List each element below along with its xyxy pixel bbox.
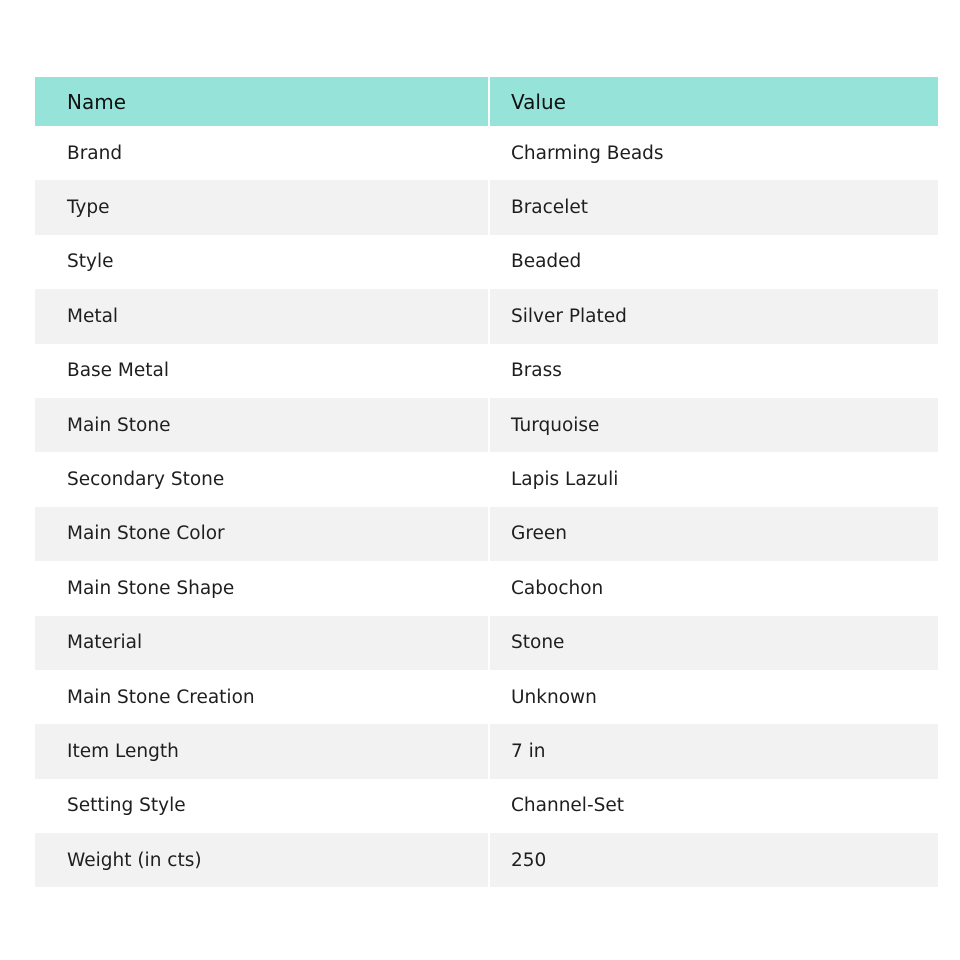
table-header <box>35 77 938 126</box>
row-value-cell: 250 <box>490 833 938 887</box>
table-row <box>35 344 938 398</box>
row-value-cell: Charming Beads <box>490 126 938 180</box>
row-value-cell: Lapis Lazuli <box>490 452 938 506</box>
row-name-cell: Main Stone <box>35 398 490 452</box>
row-name-cell: Secondary Stone <box>35 452 490 506</box>
row-value-cell: Cabochon <box>490 561 938 615</box>
row-value-cell: Stone <box>490 616 938 670</box>
row-name-cell: Setting Style <box>35 779 490 833</box>
row-name-cell: Type <box>35 180 490 234</box>
table-row <box>35 616 938 670</box>
row-name-cell: Main Stone Shape <box>35 561 490 615</box>
row-value-cell: 7 in <box>490 724 938 778</box>
row-name-cell: Material <box>35 616 490 670</box>
header-row <box>35 77 938 126</box>
row-value-cell: Silver Plated <box>490 289 938 343</box>
table-row <box>35 833 938 887</box>
spec-table <box>35 77 938 887</box>
row-value-cell: Green <box>490 507 938 561</box>
row-value-cell: Beaded <box>490 235 938 289</box>
table-row <box>35 180 938 234</box>
table-body <box>35 126 938 887</box>
table-row <box>35 561 938 615</box>
table-row <box>35 507 938 561</box>
table-row <box>35 126 938 180</box>
column-header-name: Name <box>35 77 490 126</box>
table-row <box>35 779 938 833</box>
row-value-cell: Unknown <box>490 670 938 724</box>
row-name-cell: Metal <box>35 289 490 343</box>
row-value-cell: Channel-Set <box>490 779 938 833</box>
row-name-cell: Base Metal <box>35 344 490 398</box>
row-value-cell: Bracelet <box>490 180 938 234</box>
table-row <box>35 398 938 452</box>
column-header-value: Value <box>490 77 938 126</box>
row-name-cell: Item Length <box>35 724 490 778</box>
row-value-cell: Turquoise <box>490 398 938 452</box>
table-row <box>35 235 938 289</box>
row-name-cell: Style <box>35 235 490 289</box>
table-row <box>35 289 938 343</box>
row-name-cell: Weight (in cts) <box>35 833 490 887</box>
table-row <box>35 670 938 724</box>
table-row <box>35 452 938 506</box>
row-name-cell: Main Stone Creation <box>35 670 490 724</box>
table-row <box>35 724 938 778</box>
row-name-cell: Main Stone Color <box>35 507 490 561</box>
row-name-cell: Brand <box>35 126 490 180</box>
row-value-cell: Brass <box>490 344 938 398</box>
